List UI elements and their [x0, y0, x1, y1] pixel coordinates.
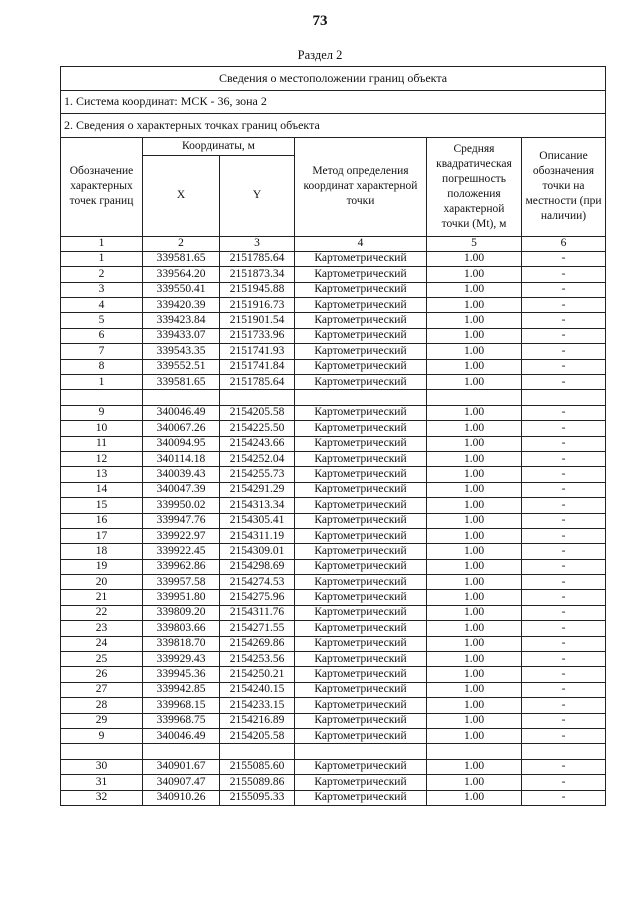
- table-row: [61, 729, 606, 744]
- accuracy-cell: 1.00: [427, 682, 522, 697]
- x-coordinate-cell: 339957.58: [143, 575, 220, 590]
- point-number-cell: 9: [61, 729, 143, 744]
- description-cell: -: [522, 682, 606, 697]
- method-cell: Картометрический: [295, 667, 427, 682]
- description-cell: -: [522, 636, 606, 651]
- x-coordinate-cell: 339423.84: [143, 313, 220, 328]
- column-number: 6: [522, 236, 606, 251]
- point-number-cell: 29: [61, 713, 143, 728]
- table-row: [61, 605, 606, 620]
- column-number: 5: [427, 236, 522, 251]
- accuracy-cell: 1.00: [427, 482, 522, 497]
- description-cell: -: [522, 652, 606, 667]
- y-coordinate-cell: 2154253.56: [220, 652, 295, 667]
- empty-cell: [143, 390, 220, 405]
- method-cell: Картометрический: [295, 282, 427, 297]
- description-cell: -: [522, 298, 606, 313]
- table-row: [61, 282, 606, 297]
- description-cell: -: [522, 513, 606, 528]
- accuracy-cell: 1.00: [427, 636, 522, 651]
- method-cell: Картометрический: [295, 328, 427, 343]
- point-number-cell: 6: [61, 328, 143, 343]
- point-number-cell: 9: [61, 405, 143, 420]
- table-row: [61, 559, 606, 574]
- point-number-cell: 26: [61, 667, 143, 682]
- y-coordinate-cell: 2154255.73: [220, 467, 295, 482]
- y-coordinate-cell: 2151916.73: [220, 298, 295, 313]
- point-number-cell: 12: [61, 451, 143, 466]
- empty-cell: [427, 390, 522, 405]
- y-coordinate-cell: 2151873.34: [220, 267, 295, 282]
- y-coordinate-cell: 2154205.58: [220, 405, 295, 420]
- points-heading: 2. Сведения о характерных точках границ объекта: [61, 114, 606, 138]
- description-cell: -: [522, 375, 606, 390]
- description-cell: -: [522, 667, 606, 682]
- x-coordinate-cell: 340094.95: [143, 436, 220, 451]
- table-row: [61, 375, 606, 390]
- empty-cell: [143, 744, 220, 759]
- description-cell: -: [522, 251, 606, 266]
- description-cell: -: [522, 451, 606, 466]
- method-cell: Картометрический: [295, 621, 427, 636]
- point-number-cell: 17: [61, 528, 143, 543]
- method-cell: Картометрический: [295, 713, 427, 728]
- y-coordinate-cell: 2154252.04: [220, 451, 295, 466]
- method-cell: Картометрический: [295, 421, 427, 436]
- y-coordinate-cell: 2154205.58: [220, 729, 295, 744]
- accuracy-cell: 1.00: [427, 498, 522, 513]
- y-coordinate-cell: 2151901.54: [220, 313, 295, 328]
- accuracy-cell: 1.00: [427, 759, 522, 774]
- x-coordinate-cell: 339962.86: [143, 559, 220, 574]
- y-coordinate-cell: 2154305.41: [220, 513, 295, 528]
- accuracy-cell: 1.00: [427, 652, 522, 667]
- y-coordinate-cell: 2151945.88: [220, 282, 295, 297]
- table-row: [61, 405, 606, 420]
- x-coordinate-cell: 340039.43: [143, 467, 220, 482]
- x-coordinate-cell: 339929.43: [143, 652, 220, 667]
- method-cell: Картометрический: [295, 652, 427, 667]
- accuracy-cell: 1.00: [427, 298, 522, 313]
- y-coordinate-cell: 2154250.21: [220, 667, 295, 682]
- empty-cell: [522, 390, 606, 405]
- description-cell: -: [522, 575, 606, 590]
- method-cell: Картометрический: [295, 590, 427, 605]
- y-coordinate-cell: 2154275.96: [220, 590, 295, 605]
- point-number-cell: 18: [61, 544, 143, 559]
- table-row: [61, 775, 606, 790]
- contour-separator-row: [61, 390, 606, 405]
- point-number-cell: 22: [61, 605, 143, 620]
- table-row: [61, 359, 606, 374]
- x-coordinate-cell: 340046.49: [143, 405, 220, 420]
- method-cell: Картометрический: [295, 513, 427, 528]
- point-number-cell: 1: [61, 251, 143, 266]
- x-coordinate-cell: 340907.47: [143, 775, 220, 790]
- description-cell: -: [522, 605, 606, 620]
- method-cell: Картометрический: [295, 528, 427, 543]
- y-coordinate-cell: 2151733.96: [220, 328, 295, 343]
- point-number-cell: 14: [61, 482, 143, 497]
- method-cell: Картометрический: [295, 359, 427, 374]
- accuracy-cell: 1.00: [427, 251, 522, 266]
- accuracy-cell: 1.00: [427, 559, 522, 574]
- table-row: [61, 251, 606, 266]
- accuracy-cell: 1.00: [427, 528, 522, 543]
- accuracy-cell: 1.00: [427, 698, 522, 713]
- accuracy-cell: 1.00: [427, 713, 522, 728]
- y-coordinate-cell: 2155089.86: [220, 775, 295, 790]
- method-cell: Картометрический: [295, 436, 427, 451]
- table-row: [61, 544, 606, 559]
- point-number-cell: 19: [61, 559, 143, 574]
- point-number-cell: 16: [61, 513, 143, 528]
- accuracy-cell: 1.00: [427, 436, 522, 451]
- accuracy-cell: 1.00: [427, 375, 522, 390]
- header-coordinates: Координаты, м: [143, 137, 295, 155]
- point-number-cell: 8: [61, 359, 143, 374]
- boundary-points-table: [60, 66, 606, 806]
- y-coordinate-cell: 2154216.89: [220, 713, 295, 728]
- table-row: [61, 759, 606, 774]
- x-coordinate-cell: 339581.65: [143, 375, 220, 390]
- empty-cell: [427, 744, 522, 759]
- x-coordinate-cell: 339564.20: [143, 267, 220, 282]
- description-cell: -: [522, 544, 606, 559]
- table-row: [61, 713, 606, 728]
- accuracy-cell: 1.00: [427, 467, 522, 482]
- x-coordinate-cell: 339420.39: [143, 298, 220, 313]
- x-coordinate-cell: 339942.85: [143, 682, 220, 697]
- point-number-cell: 28: [61, 698, 143, 713]
- table-row: [61, 436, 606, 451]
- description-cell: -: [522, 267, 606, 282]
- table-row: [61, 698, 606, 713]
- table-row: [61, 482, 606, 497]
- y-coordinate-cell: 2154311.19: [220, 528, 295, 543]
- x-coordinate-cell: 339968.15: [143, 698, 220, 713]
- description-cell: -: [522, 359, 606, 374]
- coordinate-system: 1. Система координат: МСК - 36, зона 2: [61, 90, 606, 114]
- x-coordinate-cell: 339951.80: [143, 590, 220, 605]
- accuracy-cell: 1.00: [427, 790, 522, 805]
- x-coordinate-cell: 340114.18: [143, 451, 220, 466]
- x-coordinate-cell: 339433.07: [143, 328, 220, 343]
- y-coordinate-cell: 2151741.84: [220, 359, 295, 374]
- column-number: 2: [143, 236, 220, 251]
- y-coordinate-cell: 2154269.86: [220, 636, 295, 651]
- method-cell: Картометрический: [295, 375, 427, 390]
- header-method: Метод определения координат характерной точки: [295, 137, 427, 236]
- method-cell: Картометрический: [295, 682, 427, 697]
- header-point-designation: Обозначение характерных точек границ: [61, 137, 143, 236]
- method-cell: Картометрический: [295, 451, 427, 466]
- accuracy-cell: 1.00: [427, 605, 522, 620]
- method-cell: Картометрический: [295, 267, 427, 282]
- column-number: 3: [220, 236, 295, 251]
- method-cell: Картометрический: [295, 605, 427, 620]
- y-coordinate-cell: 2151785.64: [220, 251, 295, 266]
- header-description: Описание обозначения точки на местности (при наличии): [522, 137, 606, 236]
- table-row: [61, 498, 606, 513]
- description-cell: -: [522, 713, 606, 728]
- description-cell: -: [522, 729, 606, 744]
- y-coordinate-cell: 2151741.93: [220, 344, 295, 359]
- description-cell: -: [522, 790, 606, 805]
- x-coordinate-cell: 340046.49: [143, 729, 220, 744]
- table-row: [61, 328, 606, 343]
- x-coordinate-cell: 339552.51: [143, 359, 220, 374]
- column-number: 4: [295, 236, 427, 251]
- table-row: [61, 467, 606, 482]
- point-number-cell: 20: [61, 575, 143, 590]
- y-coordinate-cell: 2154291.29: [220, 482, 295, 497]
- method-cell: Картометрический: [295, 559, 427, 574]
- description-cell: -: [522, 775, 606, 790]
- y-coordinate-cell: 2154225.50: [220, 421, 295, 436]
- page-number: 73: [312, 13, 328, 29]
- table-row: [61, 451, 606, 466]
- point-number-cell: 2: [61, 267, 143, 282]
- table-row: [61, 313, 606, 328]
- accuracy-cell: 1.00: [427, 451, 522, 466]
- description-cell: -: [522, 528, 606, 543]
- x-coordinate-cell: 339947.76: [143, 513, 220, 528]
- method-cell: Картометрический: [295, 759, 427, 774]
- x-coordinate-cell: 339803.66: [143, 621, 220, 636]
- table-row: [61, 528, 606, 543]
- x-coordinate-cell: 339809.20: [143, 605, 220, 620]
- description-cell: -: [522, 344, 606, 359]
- accuracy-cell: 1.00: [427, 729, 522, 744]
- header-accuracy: Средняя квадратическая погрешность положения характерной точки (Mt), м: [427, 137, 522, 236]
- x-coordinate-cell: 340067.26: [143, 421, 220, 436]
- column-number: 1: [61, 236, 143, 251]
- accuracy-cell: 1.00: [427, 405, 522, 420]
- method-cell: Картометрический: [295, 636, 427, 651]
- point-number-cell: 21: [61, 590, 143, 605]
- column-number-row: [61, 236, 606, 251]
- point-number-cell: 32: [61, 790, 143, 805]
- accuracy-cell: 1.00: [427, 313, 522, 328]
- method-cell: Картометрический: [295, 698, 427, 713]
- table-row: [61, 513, 606, 528]
- table-row: [61, 667, 606, 682]
- x-coordinate-cell: 339945.36: [143, 667, 220, 682]
- contour-separator-row: [61, 744, 606, 759]
- description-cell: -: [522, 498, 606, 513]
- point-number-cell: 23: [61, 621, 143, 636]
- point-number-cell: 7: [61, 344, 143, 359]
- method-cell: Картометрический: [295, 575, 427, 590]
- accuracy-cell: 1.00: [427, 575, 522, 590]
- y-coordinate-cell: 2154240.15: [220, 682, 295, 697]
- method-cell: Картометрический: [295, 544, 427, 559]
- empty-cell: [220, 744, 295, 759]
- method-cell: Картометрический: [295, 775, 427, 790]
- y-coordinate-cell: 2154274.53: [220, 575, 295, 590]
- description-cell: -: [522, 467, 606, 482]
- section-title: Раздел 2: [297, 48, 343, 62]
- method-cell: Картометрический: [295, 790, 427, 805]
- x-coordinate-cell: 339543.35: [143, 344, 220, 359]
- y-coordinate-cell: 2155095.33: [220, 790, 295, 805]
- point-number-cell: 13: [61, 467, 143, 482]
- y-coordinate-cell: 2155085.60: [220, 759, 295, 774]
- description-cell: -: [522, 590, 606, 605]
- table-row: [61, 344, 606, 359]
- point-number-cell: 15: [61, 498, 143, 513]
- table-row: [61, 652, 606, 667]
- point-number-cell: 27: [61, 682, 143, 697]
- point-number-cell: 10: [61, 421, 143, 436]
- description-cell: -: [522, 559, 606, 574]
- point-number-cell: 11: [61, 436, 143, 451]
- point-number-cell: 3: [61, 282, 143, 297]
- method-cell: Картометрический: [295, 298, 427, 313]
- table-row: [61, 590, 606, 605]
- method-cell: Картометрический: [295, 344, 427, 359]
- y-coordinate-cell: 2154243.66: [220, 436, 295, 451]
- point-number-cell: 4: [61, 298, 143, 313]
- description-cell: -: [522, 313, 606, 328]
- accuracy-cell: 1.00: [427, 621, 522, 636]
- header-y: Y: [220, 155, 295, 236]
- empty-cell: [295, 390, 427, 405]
- accuracy-cell: 1.00: [427, 328, 522, 343]
- x-coordinate-cell: 340910.26: [143, 790, 220, 805]
- accuracy-cell: 1.00: [427, 282, 522, 297]
- x-coordinate-cell: 339581.65: [143, 251, 220, 266]
- x-coordinate-cell: 340901.67: [143, 759, 220, 774]
- y-coordinate-cell: 2154271.55: [220, 621, 295, 636]
- point-number-cell: 24: [61, 636, 143, 651]
- table-row: [61, 575, 606, 590]
- accuracy-cell: 1.00: [427, 544, 522, 559]
- description-cell: -: [522, 759, 606, 774]
- point-number-cell: 5: [61, 313, 143, 328]
- empty-cell: [220, 390, 295, 405]
- empty-cell: [61, 390, 143, 405]
- accuracy-cell: 1.00: [427, 667, 522, 682]
- y-coordinate-cell: 2151785.64: [220, 375, 295, 390]
- description-cell: -: [522, 436, 606, 451]
- y-coordinate-cell: 2154298.69: [220, 559, 295, 574]
- x-coordinate-cell: 339550.41: [143, 282, 220, 297]
- accuracy-cell: 1.00: [427, 421, 522, 436]
- description-cell: -: [522, 698, 606, 713]
- x-coordinate-cell: 339818.70: [143, 636, 220, 651]
- x-coordinate-cell: 339950.02: [143, 498, 220, 513]
- method-cell: Картометрический: [295, 405, 427, 420]
- method-cell: Картометрический: [295, 467, 427, 482]
- point-number-cell: 30: [61, 759, 143, 774]
- empty-cell: [61, 744, 143, 759]
- y-coordinate-cell: 2154233.15: [220, 698, 295, 713]
- x-coordinate-cell: 339968.75: [143, 713, 220, 728]
- description-cell: -: [522, 421, 606, 436]
- empty-cell: [295, 744, 427, 759]
- point-number-cell: 25: [61, 652, 143, 667]
- method-cell: Картометрический: [295, 498, 427, 513]
- y-coordinate-cell: 2154311.76: [220, 605, 295, 620]
- accuracy-cell: 1.00: [427, 359, 522, 374]
- table-row: [61, 636, 606, 651]
- accuracy-cell: 1.00: [427, 513, 522, 528]
- table-row: [61, 682, 606, 697]
- point-number-cell: 31: [61, 775, 143, 790]
- method-cell: Картометрический: [295, 729, 427, 744]
- accuracy-cell: 1.00: [427, 590, 522, 605]
- description-cell: -: [522, 328, 606, 343]
- table-row: [61, 267, 606, 282]
- y-coordinate-cell: 2154313.34: [220, 498, 295, 513]
- table-row: [61, 621, 606, 636]
- x-coordinate-cell: 340047.39: [143, 482, 220, 497]
- method-cell: Картометрический: [295, 482, 427, 497]
- table-row: [61, 298, 606, 313]
- accuracy-cell: 1.00: [427, 344, 522, 359]
- point-number-cell: 1: [61, 375, 143, 390]
- table-row: [61, 421, 606, 436]
- header-x: X: [143, 155, 220, 236]
- accuracy-cell: 1.00: [427, 775, 522, 790]
- description-cell: -: [522, 282, 606, 297]
- x-coordinate-cell: 339922.45: [143, 544, 220, 559]
- x-coordinate-cell: 339922.97: [143, 528, 220, 543]
- method-cell: Картометрический: [295, 313, 427, 328]
- table-title: Сведения о местоположении границ объекта: [61, 67, 606, 91]
- table-row: [61, 790, 606, 805]
- description-cell: -: [522, 482, 606, 497]
- description-cell: -: [522, 621, 606, 636]
- empty-cell: [522, 744, 606, 759]
- accuracy-cell: 1.00: [427, 267, 522, 282]
- method-cell: Картометрический: [295, 251, 427, 266]
- y-coordinate-cell: 2154309.01: [220, 544, 295, 559]
- description-cell: -: [522, 405, 606, 420]
